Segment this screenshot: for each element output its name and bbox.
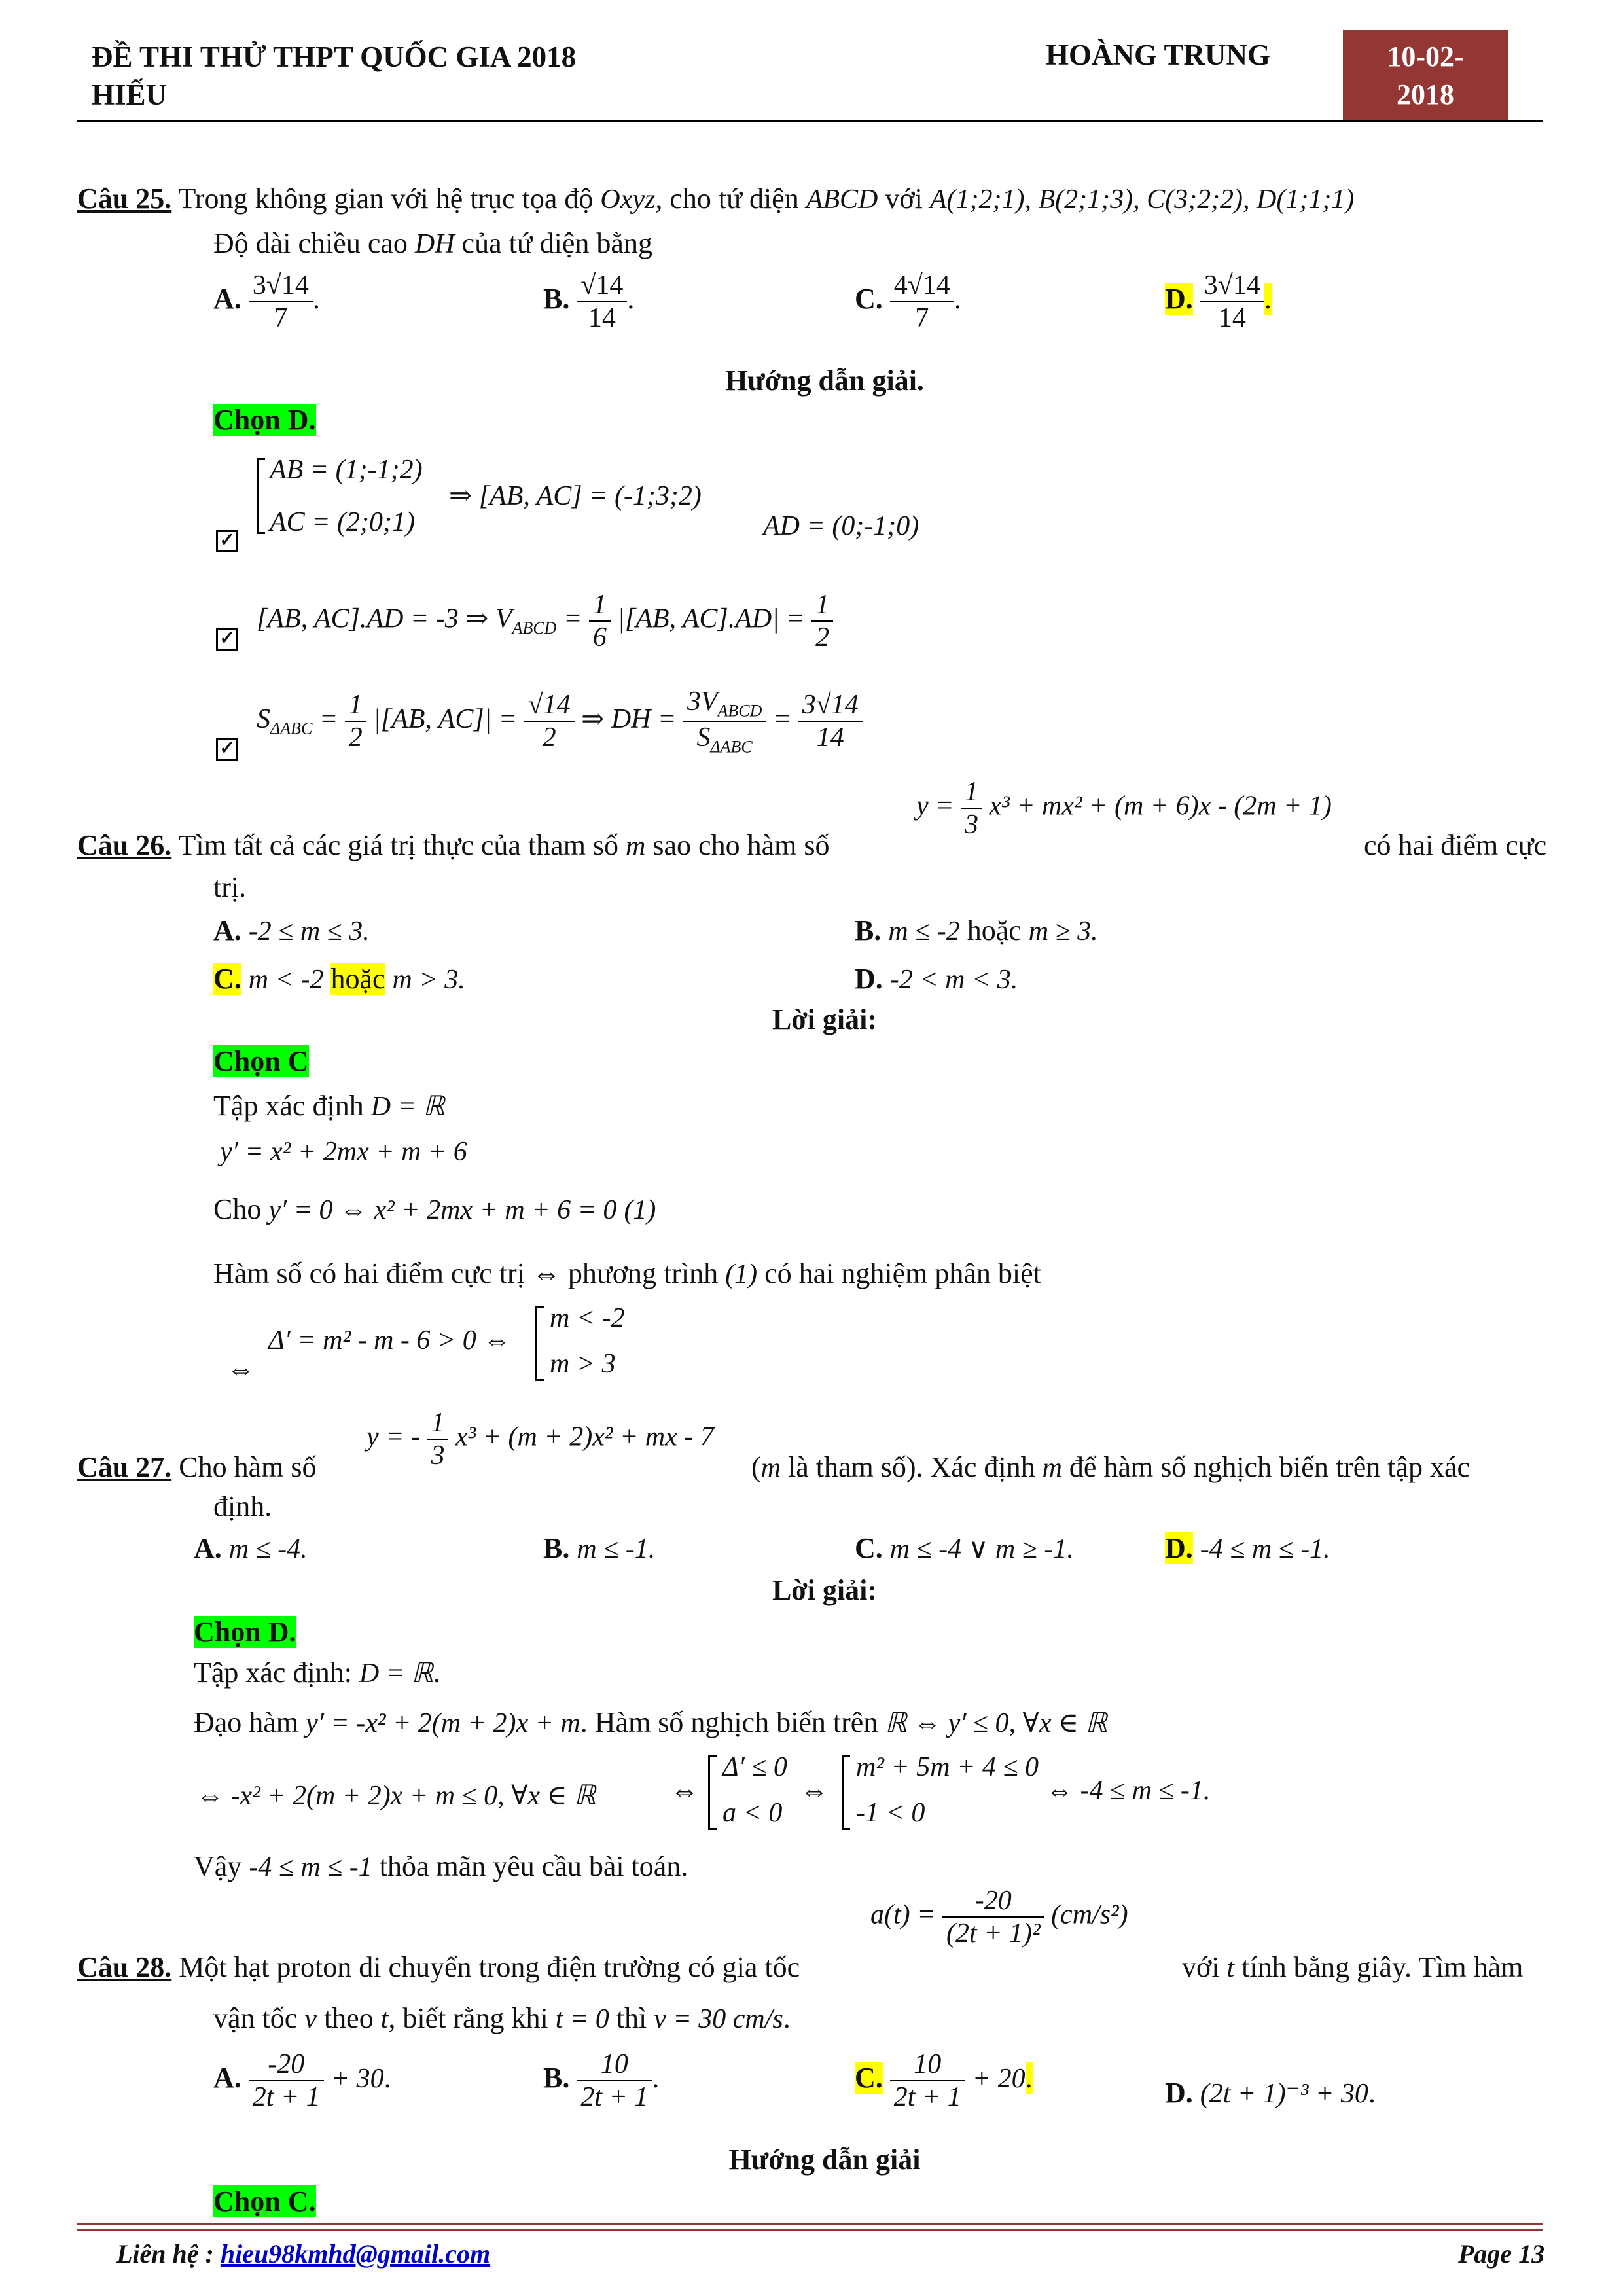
q27-l3e: ⇔	[800, 1774, 829, 1806]
q25-option-c-den: 7	[915, 303, 929, 333]
q27-text1: Cho hàm số	[179, 1451, 317, 1483]
q27-func-frac-den: 3	[431, 1441, 445, 1471]
q26-option-c-value3: m > 3.	[392, 965, 465, 995]
q25-option-c-frac	[890, 270, 954, 334]
q27-m: m	[760, 1453, 781, 1483]
q28-acc-den: (2t + 1)²	[946, 1918, 1041, 1948]
q26-line-l3	[213, 1193, 656, 1226]
q27-option-c-label: C.	[855, 1532, 883, 1564]
header-title	[92, 38, 576, 114]
q26-l5c: m < -2	[550, 1303, 625, 1333]
q26-l3c: (1)	[624, 1195, 656, 1225]
q28-option-c: C. $\frac{10}{2t + 1}$ + 20.	[855, 2049, 1033, 2112]
q27-choice-text: Chọn D.	[194, 1616, 296, 1648]
q27-option-a-label: A.	[194, 1532, 222, 1564]
header-title-line1: ĐỀ THI THỬ THPT QUỐC GIA 2018	[92, 41, 577, 73]
q26-line-l2: y′ = x² + 2mx + m + 6	[220, 1137, 467, 1167]
q28-option-d-label: D.	[1165, 2077, 1193, 2109]
q27-l4a: Vậy	[194, 1850, 242, 1882]
q25-text3: với	[885, 183, 923, 215]
q27-option-d-label: D.	[1165, 1532, 1193, 1564]
q26-func-frac	[961, 776, 982, 840]
q25-step2	[257, 589, 833, 653]
q28-cond2: v = 30 cm/s	[654, 2004, 783, 2034]
q27-func-pre: y = -	[366, 1422, 420, 1452]
q25-step1-cross: ⇒ [AB, AC] = (-1;3;2)	[449, 481, 702, 511]
q28-line1	[77, 1950, 800, 1984]
q25-step2-frac2-num: 1	[812, 589, 833, 622]
footer-rule-top	[77, 2223, 1543, 2225]
q25-step1-ad: AD = (0;-1;0)	[763, 511, 919, 541]
q25-line2	[213, 226, 652, 260]
q28-cond1: t = 0	[555, 2004, 609, 2034]
q27-l3g: -1 < 0	[856, 1798, 925, 1828]
q26-option-d-value: -2 < m < 3.	[889, 965, 1018, 995]
q26-option-c-value1: m < -2	[248, 965, 324, 995]
q28-acc-unit: (cm/s²)	[1051, 1899, 1128, 1930]
q28-option-b-num: 10	[577, 2049, 652, 2081]
q25-step3-frac3-num: 3V	[687, 687, 718, 717]
q27-l3c: Δ′ ≤ 0	[722, 1752, 787, 1782]
q27-option-d	[1165, 1532, 1330, 1565]
q28-acc-frac	[942, 1885, 1044, 1949]
q28-option-d-value: (2t + 1)⁻³ + 30	[1200, 2079, 1368, 2109]
q26-choice-text: Chọn C	[213, 1045, 309, 1077]
q26-func-frac-num: 1	[961, 776, 982, 809]
q26-text1: Tìm tất cả các giá trị thực của tham số	[178, 829, 619, 861]
header-title-line2: HIẾU	[92, 79, 168, 111]
q28-choice-text: Chọn C.	[213, 2185, 316, 2217]
q25-step2-frac2-den: 2	[815, 622, 830, 653]
q25-option-a-label: A.	[213, 283, 241, 315]
q26-l3b: y′ = 0 ⇔ x² + 2mx + m + 6 = 0	[268, 1195, 617, 1225]
q25-step3-frac	[345, 689, 366, 753]
q26-option-d-label: D.	[855, 963, 883, 995]
q25-step1-ac: AC = (2;0;1)	[270, 507, 415, 537]
q28-option-a-frac	[249, 2049, 324, 2113]
q27-line-l1: Tập xác định: D = ℝ.	[194, 1657, 440, 1689]
q28-option-a-num: -20	[249, 2049, 324, 2081]
q25-option-b-den: 14	[588, 303, 616, 333]
q27-text3: là tham số). Xác định	[788, 1451, 1035, 1483]
q28-option-a: A. $\frac{-20}{2t + 1}$ + 30.	[213, 2049, 391, 2112]
q25-step3	[257, 686, 863, 757]
q28-line2d: thì	[616, 2002, 647, 2034]
q26-option-a-value: -2 ≤ m ≤ 3.	[248, 916, 370, 946]
q28-option-c-den: 2t + 1	[893, 2082, 961, 2112]
q28-line2c: , biết rằng khi	[388, 2002, 548, 2034]
q26-l4e: có hai nghiệm phân biệt	[764, 1257, 1041, 1289]
q28-line2: vận tốc v theo t, biết rằng khi t = 0 thì v = 30 cm/s.	[213, 2002, 791, 2034]
q27-text4: để hàm số nghịch biến trên tập xác	[1069, 1451, 1471, 1483]
q26-option-a	[213, 914, 370, 947]
q25-line2b: của tứ diện bằng	[461, 227, 652, 259]
q26-func-frac-den: 3	[964, 810, 978, 840]
q27-line-l2	[194, 1706, 1107, 1739]
q25-step3-sub: ΔABC	[270, 719, 313, 738]
q27-l3h: ⇔ -4 ≤ m ≤ -1.	[1046, 1776, 1211, 1806]
q26-function	[916, 776, 1332, 840]
q25-oxyz: Oxyz	[600, 185, 656, 215]
q25-step3-d: ⇒ DH =	[581, 704, 677, 735]
footer-contact-label: Liên hệ :	[116, 2239, 214, 2269]
q27-func-post: x³ + (m + 2)x² + mx - 7	[455, 1422, 714, 1452]
q26-option-c	[213, 962, 465, 996]
q28-text2: với	[1182, 1951, 1220, 1983]
q26-l4d: (1)	[725, 1259, 758, 1289]
footer-rule-bottom	[77, 2229, 1543, 2231]
q27-l4b: -4 ≤ m ≤ -1	[249, 1852, 372, 1882]
q25-option-b: B. $\frac{√14}{14}$ .	[543, 270, 635, 333]
q25-step3-c: |[AB, AC]| =	[373, 704, 518, 735]
checkbox-icon: ✓	[216, 738, 238, 761]
q26-option-b-value2: hoặc	[967, 914, 1022, 946]
q25-step2-b: =	[563, 603, 582, 634]
q28-option-c-post: + 20	[972, 2064, 1026, 2094]
q25-step3-frac3-numsub: ABCD	[717, 701, 762, 721]
q27-option-c	[855, 1532, 1074, 1565]
q28-t: t	[1226, 1953, 1235, 1983]
q27-l1b: D = ℝ	[359, 1659, 433, 1689]
q26-func-pre: y =	[916, 791, 954, 821]
q25-step3-frac3	[683, 686, 766, 757]
q25-option-b-num: √14	[577, 270, 627, 302]
q28-option-c-num: 10	[890, 2049, 965, 2081]
q25-dh: DH	[414, 229, 455, 259]
q26-guide: Lời giải:	[772, 1003, 878, 1035]
q28-acc-num: -20	[942, 1885, 1044, 1918]
q25-option-c: C. $\frac{4√14}{7}$ .	[855, 270, 961, 333]
q26-text3: có hai điểm cực	[1364, 829, 1547, 861]
q26-option-b-value1: m ≤ -2	[888, 916, 960, 946]
q27-line1	[77, 1450, 316, 1484]
q28-line2a: vận tốc	[213, 2002, 298, 2034]
q26-choice	[213, 1045, 309, 1078]
q28-option-b-label: B.	[543, 2062, 570, 2094]
q26-l5b: Δ′ = m² - m - 6 > 0 ⇔	[268, 1325, 511, 1355]
footer-contact	[116, 2238, 490, 2269]
q26-func-post: x³ + mx² + (m + 6)x - (2m + 1)	[989, 791, 1332, 821]
q28-line2b: theo	[323, 2002, 374, 2034]
q25-text1: Trong không gian với hệ trục tọa độ	[178, 183, 594, 215]
q25-option-a: A. $\frac{3√14}{7}$ .	[213, 270, 320, 333]
q25-option-b-frac	[577, 270, 627, 334]
q25-option-a-den: 7	[274, 303, 288, 333]
header-date-box	[1343, 30, 1508, 122]
q25-option-d: D. $\frac{3√14}{14}$ .	[1165, 270, 1272, 333]
q25-step2-frac-den: 6	[592, 622, 607, 653]
q26-option-c-value2: hoặc	[330, 963, 385, 995]
header-author: HOÀNG TRUNG	[1046, 39, 1270, 71]
q25-step2-sub: ABCD	[512, 619, 557, 638]
q28-v: v	[304, 2004, 317, 2034]
q25-step3-check	[216, 738, 238, 761]
q26-l1a: Tập xác định	[213, 1090, 364, 1122]
q25-step3-frac2-num: √14	[524, 689, 575, 722]
q27-l3f: m² + 5m + 4 ≤ 0	[856, 1752, 1039, 1782]
q25-points: A(1;2;1), B(2;1;3), C(3;2;2), D(1;1;1)	[929, 185, 1355, 215]
q28-text1: Một hạt proton di chuyển trong điện trường có gia tốc	[179, 1951, 800, 1983]
q25-step1-check	[216, 530, 238, 552]
q27-func-frac-num: 1	[427, 1407, 448, 1440]
q27-l2b: y′ = -x² + 2(m + 2)x + m	[306, 1708, 580, 1738]
q25-step3-frac3-densub: ΔABC	[710, 737, 753, 757]
q25-step2-frac-num: 1	[589, 589, 611, 622]
q26-text2: sao cho hàm số	[652, 829, 830, 861]
q27-l3-brace1	[708, 1755, 717, 1830]
q25-step3-frac4	[798, 689, 863, 753]
q26-l5a: ⇔	[226, 1353, 255, 1385]
q27-option-a	[194, 1532, 308, 1565]
q28-option-b-frac	[577, 2049, 652, 2113]
q27-option-d-value: -4 ≤ m ≤ -1.	[1200, 1534, 1330, 1564]
q28-option-c-label: C.	[855, 2062, 883, 2094]
footer-page-number: Page 13	[1458, 2239, 1545, 2269]
q28-option-b: B. $\frac{10}{2t + 1}$ .	[543, 2049, 660, 2112]
q25-step2-a: [AB, AC].AD = -3 ⇒ V	[257, 603, 512, 634]
q26-label: Câu 26.	[77, 829, 172, 861]
q28-acc-pre: a(t) =	[870, 1899, 936, 1930]
q26-option-b	[855, 914, 1098, 947]
q26-l5d: m > 3	[550, 1349, 616, 1379]
q26-text4: trị.	[213, 871, 247, 903]
q25-step2-check	[216, 628, 238, 651]
q27-option-b	[543, 1532, 655, 1565]
q27-l1a: Tập xác định:	[194, 1657, 352, 1689]
header-date-line2: 2018	[1397, 79, 1454, 111]
q25-option-d-num: 3√14	[1200, 270, 1264, 302]
q26-l3a: Cho	[213, 1193, 262, 1225]
q25-step3-e: =	[772, 704, 792, 735]
q28-choice	[213, 2185, 316, 2218]
q28-option-a-post: + 30	[330, 2064, 384, 2094]
checkbox-icon: ✓	[216, 628, 238, 651]
q25-abcd: ABCD	[806, 185, 878, 215]
q28-option-d: D. (2t + 1)⁻³ + 30.	[1165, 2077, 1376, 2109]
q27-text5: định.	[213, 1490, 272, 1522]
q28-option-c-frac	[890, 2049, 965, 2113]
q25-step3-a: S	[257, 704, 270, 735]
q27-line1-right: (m là tham số). Xác định m để hàm số nghịch biến trên tập xác	[751, 1451, 1471, 1483]
q26-option-d	[855, 962, 1018, 996]
q26-option-a-label: A.	[213, 914, 241, 946]
q27-label: Câu 27.	[77, 1451, 172, 1483]
q26-line-l1	[213, 1089, 445, 1122]
q27-l3a: ⇔ -x² + 2(m + 2)x + m ≤ 0, ∀x ∈ ℝ	[196, 1781, 596, 1811]
q25-step3-frac4-num: 3√14	[798, 689, 863, 722]
q28-option-b-den: 2t + 1	[580, 2082, 649, 2112]
q25-option-d-den: 14	[1218, 303, 1246, 333]
q25-line2a: Độ dài chiều cao	[213, 227, 408, 259]
q25-step2-frac2	[812, 589, 833, 653]
q27-guide: Lời giải:	[772, 1574, 878, 1606]
q25-step3-frac2-den: 2	[542, 723, 556, 753]
q27-text2: (	[751, 1451, 761, 1483]
checkbox-icon: ✓	[216, 530, 238, 552]
q25-step1-ab: AB = (1;-1;2)	[270, 455, 423, 485]
q27-l4c: thỏa mãn yêu cầu bài toán.	[379, 1850, 688, 1882]
q28-option-a-den: 2t + 1	[252, 2082, 320, 2112]
q25-option-a-num: 3√14	[249, 270, 313, 302]
q26-l5-brace	[535, 1306, 544, 1381]
q28-line1-right	[1182, 1950, 1523, 1984]
header-date-line1: 10-02-	[1387, 41, 1464, 73]
q25-label: Câu 25.	[77, 183, 172, 215]
q26-l4c: phương trình	[567, 1257, 719, 1289]
q25-option-d-frac	[1200, 270, 1264, 334]
q26-l1b: D = ℝ	[370, 1092, 445, 1122]
q25-option-b-label: B.	[543, 283, 570, 315]
q25-guide: Hướng dẫn giải.	[725, 365, 924, 397]
q28-label: Câu 28.	[77, 1951, 172, 1983]
q27-choice	[194, 1615, 296, 1649]
q26-option-b-value3: m ≥ 3.	[1028, 916, 1098, 946]
q26-line-l4	[213, 1257, 1041, 1290]
q28-guide: Hướng dẫn giải	[728, 2144, 921, 2176]
q26-l4a: Hàm số có hai điểm cực trị	[213, 1257, 525, 1289]
q25-step3-frac-den: 2	[348, 723, 363, 753]
q27-option-a-value: m ≤ -4.	[228, 1534, 308, 1564]
q25-step2-frac	[589, 589, 611, 653]
q25-option-c-num: 4√14	[890, 270, 954, 302]
q25-step2-c: |[AB, AC].AD| =	[617, 603, 805, 634]
q27-l2c: . Hàm số nghịch biến trên	[580, 1706, 878, 1738]
q25-choice-text: Chọn D.	[213, 404, 316, 436]
q26-line1	[77, 829, 829, 862]
q27-l2d: ℝ ⇔ y′ ≤ 0, ∀x ∈ ℝ	[885, 1708, 1107, 1738]
q25-option-c-label: C.	[855, 283, 883, 315]
q25-step3-frac2	[524, 689, 575, 753]
q25-step3-frac4-den: 14	[816, 723, 844, 753]
q27-function	[366, 1407, 714, 1471]
q26-option-b-label: B.	[855, 914, 882, 946]
q25-option-d-label: D.	[1165, 283, 1193, 315]
q25-step3-frac-num: 1	[345, 689, 366, 722]
q27-l3d: a < 0	[722, 1798, 783, 1828]
q27-l3-brace2	[842, 1755, 850, 1830]
q27-option-b-label: B.	[543, 1532, 570, 1564]
q27-func-frac	[427, 1407, 448, 1471]
q27-option-b-value: m ≤ -1.	[577, 1534, 656, 1564]
q27-l3b: ⇔	[670, 1774, 699, 1806]
q25-step3-b: =	[319, 704, 338, 735]
q28-acceleration	[870, 1885, 1128, 1949]
q26-m: m	[626, 831, 646, 861]
q28-option-a-label: A.	[213, 2062, 241, 2094]
footer-email-link[interactable]: hieu98kmhd@gmail.com	[220, 2239, 491, 2269]
q27-l2a: Đạo hàm	[194, 1706, 299, 1738]
q25-line1	[77, 182, 1354, 215]
q25-step3-frac3-den: S	[696, 723, 711, 753]
q25-choice	[213, 403, 316, 437]
q25-step1-brace	[257, 458, 265, 534]
q27-option-c-value: m ≤ -4 ∨ m ≥ -1.	[889, 1534, 1074, 1564]
q26-l4b: ⇔	[531, 1257, 561, 1289]
q28-text3: tính bằng giây. Tìm hàm	[1241, 1951, 1524, 1983]
header-rule	[77, 120, 1543, 122]
q25-option-a-frac	[249, 270, 313, 334]
q27-line-l4	[194, 1850, 688, 1883]
q26-option-c-label: C.	[213, 963, 241, 995]
q25-text2: , cho tứ diện	[655, 183, 799, 215]
